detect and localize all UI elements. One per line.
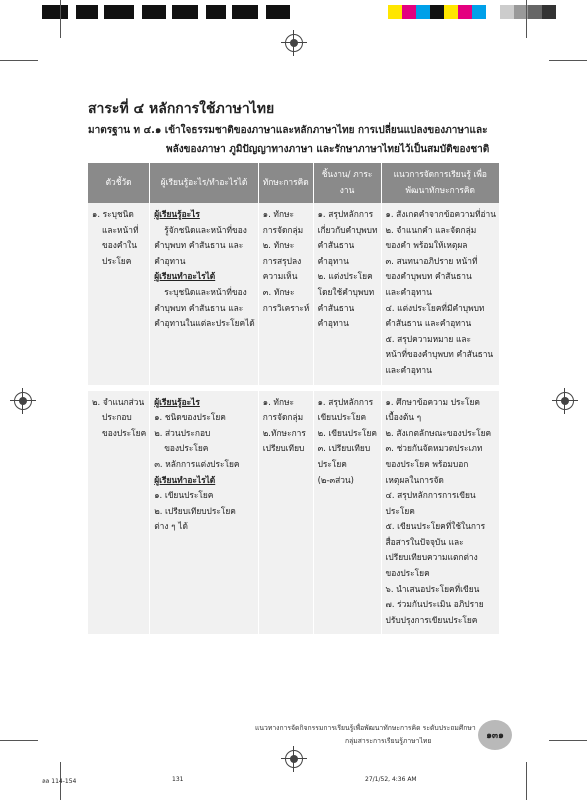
header-approach: แนวการจัดการเรียนรู้ เพื่อพัฒนาทักษะการคิด — [381, 163, 499, 203]
cell-line: คำอุทาน — [317, 255, 349, 266]
cell-line: ๒. จำแนกส่วน — [92, 396, 145, 407]
cell-line: ๑. สังเกตคำจากข้อความที่อ่าน — [385, 209, 496, 219]
cell-line: และคำอุทาน — [385, 286, 432, 297]
table-header-row — [88, 163, 499, 203]
cell-line: การวิเคราะห์ — [262, 302, 310, 313]
cell-subheading: ผู้เรียนรู้อะไร — [154, 396, 200, 407]
cell-line: สื่อสารในปัจจุบัน และ — [385, 536, 464, 547]
cell-line: ๒. ส่วนประกอบ — [154, 427, 211, 438]
cell-subheading: ผู้เรียนทำอะไรได้ — [154, 474, 216, 485]
cell-line: ปรับปรุงการเขียนประโยค — [385, 614, 478, 625]
cell-line: คำสันธาน — [317, 240, 355, 251]
cell-line: ประโยค — [385, 505, 415, 516]
cell-learn — [150, 388, 259, 635]
header-learn: ผู้เรียนรู้อะไร/ทำอะไรได้ — [150, 163, 259, 203]
cell-line: ๔. สรุปหลักการการเขียน — [385, 490, 476, 501]
cell-line: ๑. สรุปหลักการ — [317, 209, 374, 219]
cell-line: เหตุผลในการจัด — [385, 474, 444, 485]
cell-line: และคำอุทาน — [385, 364, 432, 375]
header-indicator: ตัวชี้วัด — [88, 163, 150, 203]
registration-target-icon — [285, 750, 303, 768]
cell-line: ๑. ระบุชนิด — [92, 209, 134, 219]
cell-line: ของประโยค — [102, 427, 147, 438]
cell-line: ๒. สังเกตลักษณะของประโยค — [385, 427, 492, 438]
cell-line: คำอุทาน — [154, 255, 186, 266]
registration-target-icon — [14, 392, 32, 410]
cell-line: เปรียบเทียบ — [262, 443, 305, 454]
cell-approach — [381, 388, 499, 635]
cell-line: ๑. ชนิดของประโยค — [154, 412, 226, 423]
crop-mark — [60, 0, 61, 38]
standard-statement — [88, 121, 500, 159]
cell-line: ๒. ทักษะ — [262, 240, 295, 251]
standard-line-2: พลังของภาษา ภูมิปัญญาทางภาษา และรักษาภาษาไทยไว้เป็นสมบัติของชาติ — [166, 144, 490, 155]
cell-line: เปรียบเทียบความแตกต่าง — [385, 552, 478, 563]
cell-line: การสรุปลง — [262, 255, 302, 266]
cell-work — [313, 203, 381, 388]
cell-line: โดยใช้คำบุพบท — [317, 286, 375, 297]
cell-line: ๒.ทักษะการ — [262, 427, 306, 438]
cell-indicator — [88, 388, 150, 635]
footer-book-title: แนวทางการจัดกิจกรรมการเรียนรู้เพื่อพัฒนาทักษะการคิด ระดับประถมศึกษา — [255, 724, 476, 732]
cell-line: ๑. สรุปหลักการ — [317, 396, 374, 407]
color-control-bar — [388, 5, 556, 19]
cell-line: ๑. ทักษะ — [262, 396, 295, 407]
cell-line: ๓. สนทนาอภิปราย หน้าที่ — [385, 255, 478, 266]
cell-line: คำบุพบท คำสันธาน และ — [154, 240, 244, 251]
cell-line: ๓. ช่วยกันจัดหมวดประเภท — [385, 443, 483, 454]
header-skills: ทักษะการคิด — [258, 163, 313, 203]
cell-line: ของคำใน — [102, 240, 137, 251]
cell-line: เขียนประโยค — [317, 412, 367, 423]
cell-line: ๕. สรุปความหมาย และ — [385, 333, 471, 344]
cell-skills — [258, 388, 313, 635]
cell-line: และหน้าที่ — [102, 224, 139, 235]
header-work: ชิ้นงาน/ ภาระงาน — [313, 163, 381, 203]
cell-line: ๒. จำแนกคำ และจัดกลุ่ม — [385, 224, 477, 235]
curriculum-table — [88, 163, 499, 634]
cell-line: ของประโยค — [385, 568, 430, 579]
cell-subheading: ผู้เรียนรู้อะไร — [154, 209, 200, 219]
cell-line: คำสันธาน และคำอุทาน — [385, 318, 472, 329]
cell-line: ๑. ศึกษาข้อความ ประโยค — [385, 396, 481, 407]
cell-line: ๖. นำเสนอประโยคที่เขียน — [385, 583, 480, 594]
cell-line: ๔. แต่งประโยคที่มีคำบุพบท — [385, 302, 485, 313]
cell-line: ๓. หลักการแต่งประโยค — [154, 458, 240, 469]
cell-line: ของคำ พร้อมให้เหตุผล — [385, 240, 468, 251]
cell-line: ๒. เปรียบเทียบประโยค — [154, 505, 236, 516]
cell-line: การจัดกลุ่ม — [262, 224, 304, 235]
crop-mark — [549, 740, 587, 741]
slug-page: 131 — [172, 776, 184, 783]
cell-line: ๓. ทักษะ — [262, 286, 295, 297]
cell-line: ๒. เขียนประโยค — [317, 427, 377, 438]
cell-learn — [150, 203, 259, 388]
cell-line: ของประโยค — [164, 443, 209, 454]
cell-indicator — [88, 203, 150, 388]
registration-target-icon — [556, 392, 574, 410]
cell-line: รู้จักชนิดและหน้าที่ของ — [164, 224, 247, 235]
cell-line: เกี่ยวกับคำบุพบท — [317, 224, 378, 235]
standard-line-1: มาตรฐาน ท ๔.๑ เข้าใจธรรมชาติของภาษาและหลักภาษาไทย การเปลี่ยนแปลงของภาษาและ — [88, 125, 488, 136]
crop-mark — [549, 60, 587, 61]
table-row — [88, 388, 499, 635]
crop-mark — [0, 60, 38, 61]
cell-line: ประโยค — [317, 458, 347, 469]
cell-line: ๕. เขียนประโยคที่ใช้ในการ — [385, 521, 486, 532]
cell-line: ๓. เปรียบเทียบ — [317, 443, 371, 454]
page-number-badge: ๑๓๑ — [478, 720, 512, 750]
slug-file: ลล 114-154 — [42, 778, 77, 785]
cell-line: คำอุทานในแต่ละประโยคได้ — [154, 318, 255, 329]
cell-line: ๑. เขียนประโยค — [154, 490, 214, 501]
slug-timestamp: 27/1/52, 4:36 AM — [365, 776, 417, 783]
cell-line: ระบุชนิดและหน้าที่ของ — [164, 286, 247, 297]
crop-mark — [526, 0, 527, 38]
cell-line: ประกอบ — [102, 412, 132, 423]
cell-line: ๗. ร่วมกันประเมิน อภิปราย — [385, 599, 484, 610]
registration-bar-left — [42, 5, 290, 19]
cell-line: ความเห็น — [262, 271, 298, 282]
cell-line: (๒-๓ส่วน) — [317, 474, 354, 485]
cell-line: คำสันธาน — [317, 302, 355, 313]
cell-line: ๑. ทักษะ — [262, 209, 295, 219]
crop-mark — [0, 740, 38, 741]
cell-line: ของประโยค พร้อมบอก — [385, 458, 469, 469]
cell-line: คำบุพบท คำสันธาน และ — [154, 302, 244, 313]
cell-line: เบื้องต้น ๆ — [385, 412, 422, 423]
cell-line: การจัดกลุ่ม — [262, 412, 304, 423]
page-title: สาระที่ ๔ หลักการใช้ภาษาไทย — [88, 101, 275, 117]
cell-line: ประโยค — [102, 255, 132, 266]
cell-skills — [258, 203, 313, 388]
table-row — [88, 203, 499, 388]
cell-work — [313, 388, 381, 635]
cell-line: คำอุทาน — [317, 318, 349, 329]
cell-line: ต่าง ๆ ได้ — [154, 521, 188, 532]
cell-line: หน้าที่ของคำบุพบท คำสันธาน — [385, 349, 494, 360]
cell-approach — [381, 203, 499, 388]
registration-target-icon — [285, 34, 303, 52]
cell-subheading: ผู้เรียนทำอะไรได้ — [154, 271, 216, 282]
cell-line: ของคำบุพบท คำสันธาน — [385, 271, 472, 282]
crop-mark — [526, 762, 527, 800]
cell-line: ๒. แต่งประโยค — [317, 271, 373, 282]
footer-subject-group: กลุ่มสาระการเรียนรู้ภาษาไทย — [345, 737, 432, 745]
